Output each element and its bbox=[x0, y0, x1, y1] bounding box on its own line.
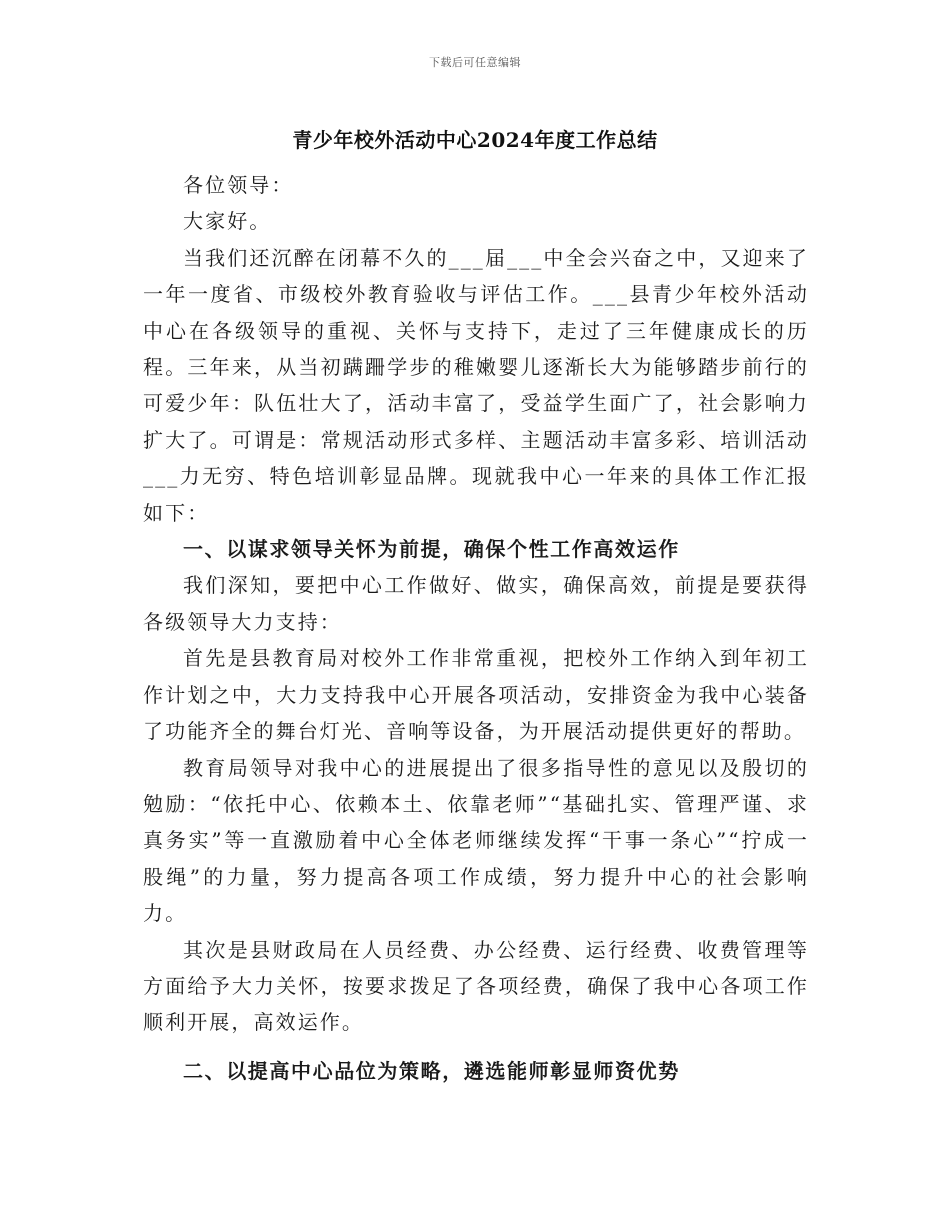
body-paragraph: 首先是县教育局对校外工作非常重视，把校外工作纳入到年初工作计划之中，大力支持我中心开展各项活动，安排资金为我中心装备了功能齐全的舞台灯光、音响等设备，为开展活动提供更好的帮助。 bbox=[143, 646, 809, 744]
body-paragraph: 教育局领导对我中心的进展提出了很多指导性的意见以及殷切的勉励：“依托中心、依赖本土、依靠老师”“基础扎实、管理严谨、求真务实”等一直激励着中心全体老师继续发挥“干事一条心”“拧成一股绳”的力量，努力提高各项工作成绩，努力提升中心的社会影响力。 bbox=[143, 755, 809, 926]
body-paragraph: 其次是县财政局在人员经费、办公经费、运行经费、收费管理等方面给予大力关怀，按要求拨足了各项经费，确保了我中心各项工作顺利开展，高效运作。 bbox=[143, 937, 809, 1035]
document-title: 青少年校外活动中心2024年度工作总结 bbox=[292, 128, 658, 152]
intro-paragraph: 当我们还沉醉在闭幕不久的___届___中全会兴奋之中，又迎来了一年一度省、市级校外教育验收与评估工作。___县青少年校外活动中心在各级领导的重视、关怀与支持下，走过了三年健康成长的历程。三年来，从当初蹒跚学步的稚嫩婴儿逐渐长大为能够踏步前行的可爱少年：队伍壮大了，活动丰富了，受益学生面广了，社会影响力扩大了。可谓是：常规活动形式多样、主题活动丰富多彩、培训活动___力无穷、特色培训彰显品牌。现就我中心一年来的具体工作汇报如下： bbox=[143, 245, 809, 525]
section-heading-1: 一、以谋求领导关怀为前提，确保个性工作高效运作 bbox=[183, 537, 680, 562]
greeting: 大家好。 bbox=[183, 209, 272, 234]
page-header-note: 下载后可任意编辑 bbox=[429, 56, 521, 69]
salutation: 各位领导： bbox=[183, 173, 294, 197]
body-paragraph: 我们深知，要把中心工作做好、做实，确保高效，前提是要获得各级领导大力支持： bbox=[143, 573, 809, 634]
document-body bbox=[143, 167, 809, 1089]
section-heading-2: 二、以提高中心品位为策略，遴选能师彰显师资优势 bbox=[183, 1058, 680, 1083]
